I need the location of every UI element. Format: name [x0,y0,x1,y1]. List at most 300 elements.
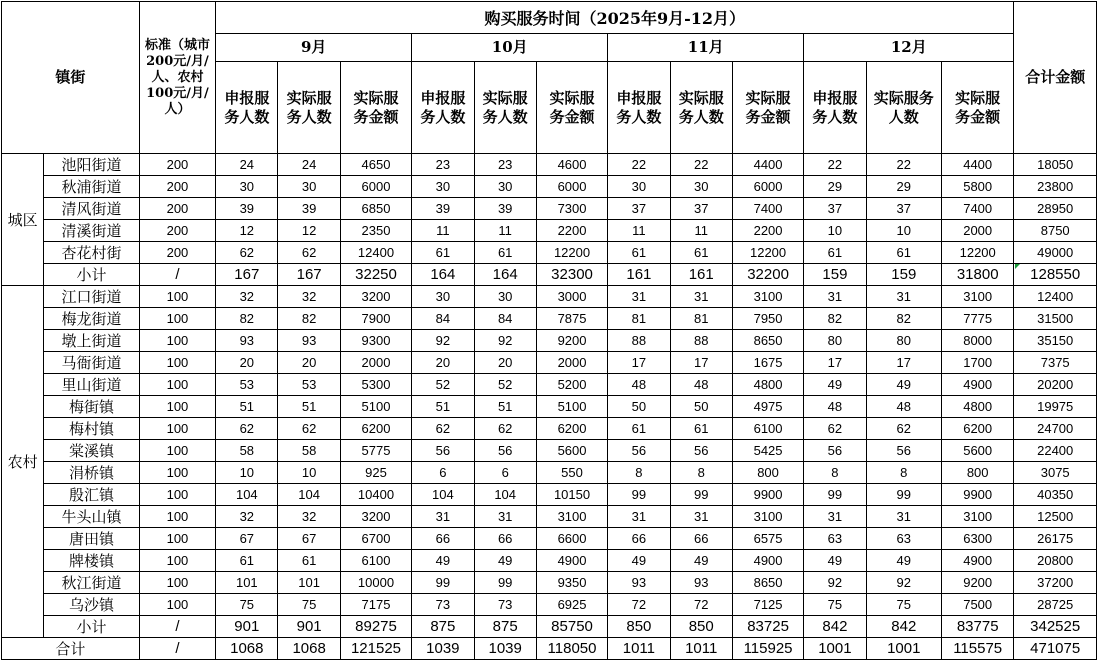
declared-count-m11: 30 [608,176,670,198]
actual-count-m12: 56 [866,440,941,462]
town-name: 牌楼镇 [44,550,140,572]
actual-amount-m11: 7400 [732,198,803,220]
declared-count-m11: 22 [608,154,670,176]
header-period: 购买服务时间（2025年9月-12月） [216,2,1014,34]
town-name: 里山街道 [44,374,140,396]
actual-amount-m11: 1675 [732,352,803,374]
actual-count-m11: 81 [670,308,732,330]
actual-count-m11: 22 [670,154,732,176]
declared-count-m9: 58 [216,440,278,462]
actual-count-m11: 8 [670,462,732,484]
table-row [2,242,1097,264]
subtotal-row [2,616,1097,638]
declared-count-m12: 17 [804,352,866,374]
actual-amount-m12: 4900 [941,550,1013,572]
actual-count-m11: 66 [670,528,732,550]
actual-count-m11: 1011 [670,638,732,660]
actual-amount-m12: 2000 [941,220,1013,242]
header-total-amount: 合计金额 [1014,2,1097,154]
actual-count-m12: 17 [866,352,941,374]
declared-count-m10: 164 [412,264,474,286]
actual-count-m11: 31 [670,506,732,528]
actual-amount-m10: 12200 [536,242,607,264]
actual-count-m12: 159 [866,264,941,286]
row-total-value: 28950 [1037,201,1074,216]
town-name: 杏花村街 [44,242,140,264]
actual-count-m10: 20 [474,352,536,374]
declared-count-m10: 30 [412,286,474,308]
row-total-amount [1014,242,1097,264]
actual-amount-m10: 5100 [536,396,607,418]
actual-count-m12: 8 [866,462,941,484]
actual-amount-m9: 32250 [340,264,411,286]
row-total-amount [1014,198,1097,220]
actual-amount-m11: 3100 [732,286,803,308]
actual-count-m12: 31 [866,506,941,528]
declared-count-m10: 20 [412,352,474,374]
row-total-value: 342525 [1030,618,1081,635]
actual-amount-header-m11: 实际服务金额 [732,62,803,154]
table-row [2,462,1097,484]
actual-count-m12: 99 [866,484,941,506]
actual-amount-m9: 3200 [340,506,411,528]
town-name: 唐田镇 [44,528,140,550]
row-total-amount [1014,594,1097,616]
declared-count-m10: 62 [412,418,474,440]
table-row [2,594,1097,616]
declared-count-m12: 31 [804,506,866,528]
declared-count-m10: 104 [412,484,474,506]
actual-count-m12: 49 [866,374,941,396]
table-row [2,528,1097,550]
actual-count-m10: 62 [474,418,536,440]
declared-count-m9: 75 [216,594,278,616]
table-row [2,352,1097,374]
standard-value: 100 [139,418,215,440]
actual-count-m11: 37 [670,198,732,220]
actual-amount-m12: 6200 [941,418,1013,440]
row-total-amount [1014,374,1097,396]
declared-count-m12: 49 [804,550,866,572]
actual-count-m11: 61 [670,242,732,264]
declared-count-m11: 99 [608,484,670,506]
actual-amount-m12: 6300 [941,528,1013,550]
actual-count-m10: 56 [474,440,536,462]
actual-count-m10: 31 [474,506,536,528]
actual-amount-m9: 925 [340,462,411,484]
declared-count-header-m12: 申报服务人数 [804,62,866,154]
declared-count-m12: 80 [804,330,866,352]
actual-amount-m9: 4650 [340,154,411,176]
actual-amount-m11: 6000 [732,176,803,198]
actual-amount-m9: 7175 [340,594,411,616]
service-purchase-table [1,1,1097,660]
actual-amount-m12: 115575 [941,638,1013,660]
actual-count-m12: 29 [866,176,941,198]
actual-amount-m9: 6100 [340,550,411,572]
actual-count-m12: 80 [866,330,941,352]
declared-count-m12: 63 [804,528,866,550]
actual-count-m12: 82 [866,308,941,330]
actual-count-m12: 92 [866,572,941,594]
declared-count-m9: 20 [216,352,278,374]
actual-amount-m10: 9350 [536,572,607,594]
row-total-value: 7375 [1040,355,1070,370]
row-total-amount [1014,484,1097,506]
declared-count-m12: 48 [804,396,866,418]
town-name: 马衙街道 [44,352,140,374]
standard-value: / [139,264,215,286]
declared-count-m10: 92 [412,330,474,352]
standard-value: 100 [139,484,215,506]
actual-amount-m12: 9900 [941,484,1013,506]
declared-count-m11: 49 [608,550,670,572]
actual-count-m11: 61 [670,418,732,440]
standard-value: / [139,616,215,638]
declared-count-m11: 1011 [608,638,670,660]
declared-count-m11: 81 [608,308,670,330]
actual-amount-m12: 7400 [941,198,1013,220]
declared-count-m12: 159 [804,264,866,286]
town-name: 江口街道 [44,286,140,308]
town-name: 秋浦街道 [44,176,140,198]
actual-amount-m9: 10400 [340,484,411,506]
actual-amount-header-m10: 实际服务金额 [536,62,607,154]
declared-count-m12: 1001 [804,638,866,660]
actual-count-m12: 63 [866,528,941,550]
actual-count-header-m9: 实际服务人数 [278,62,340,154]
row-total-amount [1014,396,1097,418]
actual-amount-m10: 3000 [536,286,607,308]
actual-amount-m10: 550 [536,462,607,484]
actual-amount-m10: 6925 [536,594,607,616]
actual-count-m12: 31 [866,286,941,308]
actual-count-m9: 51 [278,396,340,418]
actual-amount-m9: 12400 [340,242,411,264]
declared-count-m10: 6 [412,462,474,484]
standard-value: 100 [139,506,215,528]
town-name: 梅龙街道 [44,308,140,330]
declared-count-header-m11: 申报服务人数 [608,62,670,154]
row-total-value: 12400 [1037,289,1074,304]
actual-amount-m11: 5425 [732,440,803,462]
declared-count-m10: 31 [412,506,474,528]
standard-value: 100 [139,572,215,594]
actual-amount-m11: 115925 [732,638,803,660]
actual-count-m9: 32 [278,286,340,308]
actual-amount-m10: 6000 [536,176,607,198]
table-row [2,308,1097,330]
actual-amount-m12: 12200 [941,242,1013,264]
actual-amount-m9: 5775 [340,440,411,462]
actual-amount-header-m9: 实际服务金额 [340,62,411,154]
declared-count-m9: 901 [216,616,278,638]
declared-count-m9: 167 [216,264,278,286]
actual-count-m11: 31 [670,286,732,308]
row-total-value: 20800 [1037,553,1074,568]
actual-amount-m11: 7125 [732,594,803,616]
actual-amount-m12: 4400 [941,154,1013,176]
actual-count-m9: 32 [278,506,340,528]
standard-value: 100 [139,550,215,572]
actual-amount-m12: 3100 [941,286,1013,308]
row-total-amount [1014,440,1097,462]
declared-count-m11: 93 [608,572,670,594]
standard-value: 100 [139,396,215,418]
row-total-value: 35150 [1037,333,1074,348]
declared-count-m11: 66 [608,528,670,550]
declared-count-m9: 62 [216,242,278,264]
declared-count-m11: 31 [608,506,670,528]
actual-amount-m9: 5300 [340,374,411,396]
actual-count-m9: 39 [278,198,340,220]
declared-count-m12: 82 [804,308,866,330]
actual-amount-m11: 3100 [732,506,803,528]
row-total-value: 49000 [1037,245,1074,260]
table-row [2,506,1097,528]
actual-amount-m12: 800 [941,462,1013,484]
actual-count-m12: 22 [866,154,941,176]
table-row [2,176,1097,198]
actual-count-m9: 53 [278,374,340,396]
actual-count-m10: 73 [474,594,536,616]
table-row [2,286,1097,308]
actual-count-m12: 1001 [866,638,941,660]
actual-amount-m9: 6200 [340,418,411,440]
declared-count-m10: 23 [412,154,474,176]
actual-count-m9: 104 [278,484,340,506]
actual-count-m11: 99 [670,484,732,506]
actual-count-m9: 75 [278,594,340,616]
declared-count-m12: 10 [804,220,866,242]
row-total-amount [1014,352,1097,374]
table-row [2,418,1097,440]
actual-amount-m12: 7775 [941,308,1013,330]
declared-count-m9: 12 [216,220,278,242]
actual-amount-m9: 89275 [340,616,411,638]
declared-count-m11: 56 [608,440,670,462]
declared-count-m11: 72 [608,594,670,616]
declared-count-m12: 92 [804,572,866,594]
actual-count-m10: 164 [474,264,536,286]
actual-amount-m10: 32300 [536,264,607,286]
actual-amount-m12: 4900 [941,374,1013,396]
actual-count-m11: 850 [670,616,732,638]
actual-count-m10: 84 [474,308,536,330]
actual-count-m11: 50 [670,396,732,418]
declared-count-m12: 75 [804,594,866,616]
declared-count-m9: 82 [216,308,278,330]
declared-count-m9: 101 [216,572,278,594]
standard-value: 100 [139,374,215,396]
actual-amount-m12: 7500 [941,594,1013,616]
actual-amount-m10: 7300 [536,198,607,220]
actual-amount-m12: 83775 [941,616,1013,638]
declared-count-m10: 39 [412,198,474,220]
actual-count-m12: 75 [866,594,941,616]
standard-value: 200 [139,176,215,198]
actual-amount-m11: 8650 [732,572,803,594]
actual-count-m9: 62 [278,418,340,440]
cell-error-indicator [1015,264,1020,269]
declared-count-m10: 56 [412,440,474,462]
row-total-amount [1014,264,1097,286]
declared-count-m9: 32 [216,506,278,528]
actual-amount-m10: 3100 [536,506,607,528]
actual-count-m12: 62 [866,418,941,440]
actual-count-m10: 49 [474,550,536,572]
table-row [2,220,1097,242]
actual-amount-m9: 2350 [340,220,411,242]
declared-count-m10: 875 [412,616,474,638]
actual-amount-m10: 4900 [536,550,607,572]
declared-count-m9: 104 [216,484,278,506]
actual-amount-m10: 85750 [536,616,607,638]
subtotal-row [2,264,1097,286]
declared-count-m12: 62 [804,418,866,440]
actual-amount-header-m12: 实际服务金额 [941,62,1013,154]
row-total-value: 37200 [1037,575,1074,590]
declared-count-header-m10: 申报服务人数 [412,62,474,154]
standard-value: 100 [139,330,215,352]
actual-count-m11: 11 [670,220,732,242]
row-total-value: 471075 [1030,640,1081,657]
actual-count-m10: 52 [474,374,536,396]
actual-count-m11: 48 [670,374,732,396]
standard-value: 100 [139,594,215,616]
row-total-value: 28725 [1037,597,1074,612]
actual-amount-m10: 118050 [536,638,607,660]
actual-count-header-m10: 实际服务人数 [474,62,536,154]
declared-count-m11: 11 [608,220,670,242]
standard-value: 200 [139,198,215,220]
actual-amount-m11: 800 [732,462,803,484]
actual-count-m10: 875 [474,616,536,638]
actual-count-m10: 23 [474,154,536,176]
actual-amount-m10: 7875 [536,308,607,330]
declared-count-m11: 161 [608,264,670,286]
row-total-value: 3075 [1040,465,1070,480]
actual-amount-m10: 2000 [536,352,607,374]
declared-count-m9: 10 [216,462,278,484]
actual-amount-m12: 8000 [941,330,1013,352]
actual-amount-m9: 5100 [340,396,411,418]
actual-amount-m12: 31800 [941,264,1013,286]
declared-count-header-m9: 申报服务人数 [216,62,278,154]
actual-amount-m11: 83725 [732,616,803,638]
actual-amount-m11: 9900 [732,484,803,506]
town-name: 牛头山镇 [44,506,140,528]
row-total-amount [1014,616,1097,638]
table-row [2,374,1097,396]
standard-value: 200 [139,154,215,176]
declared-count-m9: 30 [216,176,278,198]
declared-count-m9: 32 [216,286,278,308]
declared-count-m10: 52 [412,374,474,396]
actual-amount-m9: 9300 [340,330,411,352]
actual-count-m11: 49 [670,550,732,572]
actual-count-m9: 30 [278,176,340,198]
declared-count-m9: 24 [216,154,278,176]
standard-value: 100 [139,462,215,484]
actual-count-m9: 167 [278,264,340,286]
table-row [2,484,1097,506]
declared-count-m10: 84 [412,308,474,330]
row-total-amount [1014,506,1097,528]
row-total-amount [1014,220,1097,242]
actual-count-m9: 62 [278,242,340,264]
actual-count-m10: 30 [474,176,536,198]
actual-amount-m11: 4900 [732,550,803,572]
table-row [2,396,1097,418]
actual-amount-m12: 4800 [941,396,1013,418]
actual-count-m12: 842 [866,616,941,638]
actual-count-m11: 30 [670,176,732,198]
actual-count-m9: 12 [278,220,340,242]
declared-count-m12: 49 [804,374,866,396]
row-total-amount [1014,462,1097,484]
actual-count-m10: 30 [474,286,536,308]
actual-count-m10: 104 [474,484,536,506]
row-total-value: 26175 [1037,531,1074,546]
declared-count-m9: 67 [216,528,278,550]
row-total-value: 128550 [1030,266,1081,283]
table-row [2,330,1097,352]
actual-count-m10: 6 [474,462,536,484]
actual-amount-m11: 2200 [732,220,803,242]
actual-amount-m10: 6200 [536,418,607,440]
row-total-value: 8750 [1040,223,1070,238]
actual-amount-m9: 7900 [340,308,411,330]
actual-amount-m9: 2000 [340,352,411,374]
actual-amount-m11: 12200 [732,242,803,264]
row-total-value: 31500 [1037,311,1074,326]
table-row [2,440,1097,462]
declared-count-m10: 99 [412,572,474,594]
declared-count-m9: 51 [216,396,278,418]
row-total-value: 40350 [1037,487,1074,502]
declared-count-m11: 31 [608,286,670,308]
actual-count-m9: 93 [278,330,340,352]
standard-value: / [139,638,215,660]
actual-count-m10: 11 [474,220,536,242]
header-month-nov: 11月 [608,34,804,62]
group-label: 农村 [2,286,44,638]
table-row [2,572,1097,594]
declared-count-m11: 48 [608,374,670,396]
declared-count-m12: 99 [804,484,866,506]
row-total-value: 24700 [1037,421,1074,436]
actual-count-m9: 67 [278,528,340,550]
header-month-dec: 12月 [804,34,1014,62]
actual-count-m9: 10 [278,462,340,484]
actual-count-m9: 82 [278,308,340,330]
row-total-value: 12500 [1037,509,1074,524]
actual-count-m10: 66 [474,528,536,550]
subtotal-label: 小计 [44,264,140,286]
actual-amount-m9: 6000 [340,176,411,198]
service-table-wrapper [1,1,1097,660]
actual-count-m12: 37 [866,198,941,220]
declared-count-m11: 17 [608,352,670,374]
town-name: 殷汇镇 [44,484,140,506]
actual-amount-m9: 6700 [340,528,411,550]
actual-amount-m11: 32200 [732,264,803,286]
declared-count-m11: 8 [608,462,670,484]
actual-count-m11: 88 [670,330,732,352]
declared-count-m10: 66 [412,528,474,550]
declared-count-m11: 88 [608,330,670,352]
